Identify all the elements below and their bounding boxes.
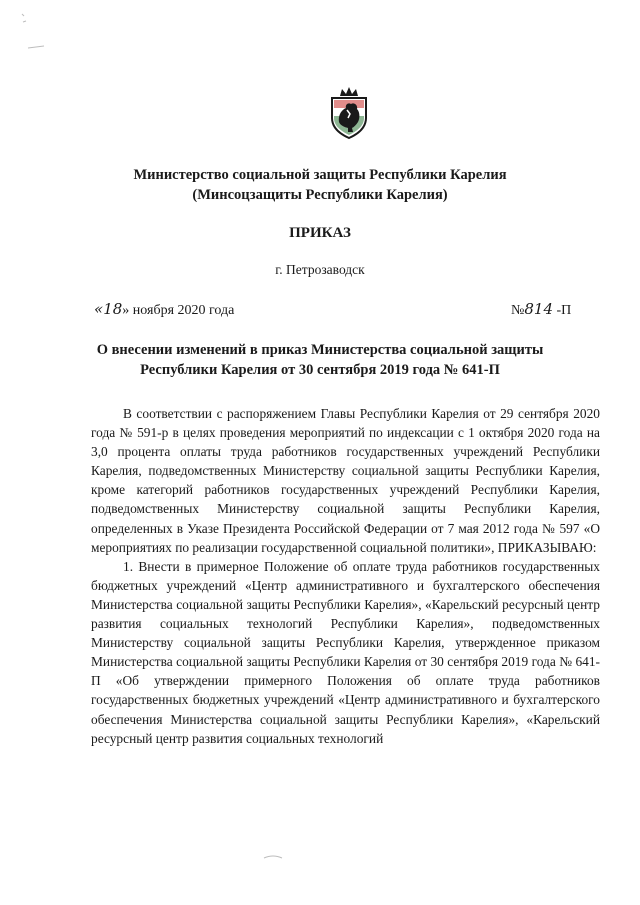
body-paragraph-1: В соответствии с распоряжением Главы Республики Карелия от 29 сентября 2020 года № 591-р в целях проведения мероприятий по индексации с 1 октября 2020 года на 3,0 процента оплаты труда работников государственных учреждений Республики Карелия, подведомственных Министерству социальной защиты Республики Карелия, кроме категорий работников государственных учреждений Республики Карелия, подведомственных Министерству социальной защиты Республики Карелия, определенных в Указе Президента Российской Федерации от 7 мая 2012 года № 597 «О мероприятиях по реализации государственной социальной политики», ПРИКАЗЫВАЮ: (91, 406, 600, 555)
order-city: г. Петрозаводск (275, 262, 365, 277)
number-sign: № (511, 303, 525, 318)
scan-artifact-mark (18, 10, 48, 50)
subject-line-2: Республики Карелия от 30 сентября 2019 года № 641-П (140, 362, 500, 378)
number-value-handwritten: 814 (524, 300, 553, 318)
scan-artifact-mark (262, 852, 284, 862)
body-paragraph-2: 1. Внести в примерное Положение об оплате труда работников государственных бюджетных учреждений «Центр административного и бухгалтерского обеспечения Министерства социальной защиты Республики Карелия», «Карельский ресурсный центр развития социальных технологий Республики Карелия», подведомственных Министерству социальной защиты Республики Карелия, утвержденное приказом Министерства социальной защиты Республики Карелия от 30 сентября 2019 года № 641-П «Об утверждении примерного Положения об оплате труда работников государственных бюджетных учреждений «Центр административного и бухгалтерского обеспечения Министерства социальной защиты Республики Карелия», «Карельский ресурсный центр развития социальных технологий (91, 558, 600, 746)
order-date (94, 300, 234, 319)
karelia-coat-of-arms-icon (328, 86, 370, 140)
order-title: ПРИКАЗ (289, 225, 351, 241)
subject-line-1: О внесении изменений в приказ Министерства социальной защиты (96, 342, 544, 358)
number-suffix: -П (553, 303, 572, 318)
order-body (91, 404, 600, 748)
date-open-quote: « (94, 300, 104, 318)
ministry-name: Министерство социальной защиты Республики Карелия (133, 167, 507, 183)
date-day-handwritten: 18 (103, 300, 123, 318)
ministry-header (60, 165, 580, 205)
order-number (511, 300, 571, 319)
order-subject (70, 340, 570, 380)
ministry-short-name: (Минсоцзащиты Республики Карелия) (192, 187, 448, 203)
date-month-year: » ноября 2020 года (122, 303, 235, 318)
